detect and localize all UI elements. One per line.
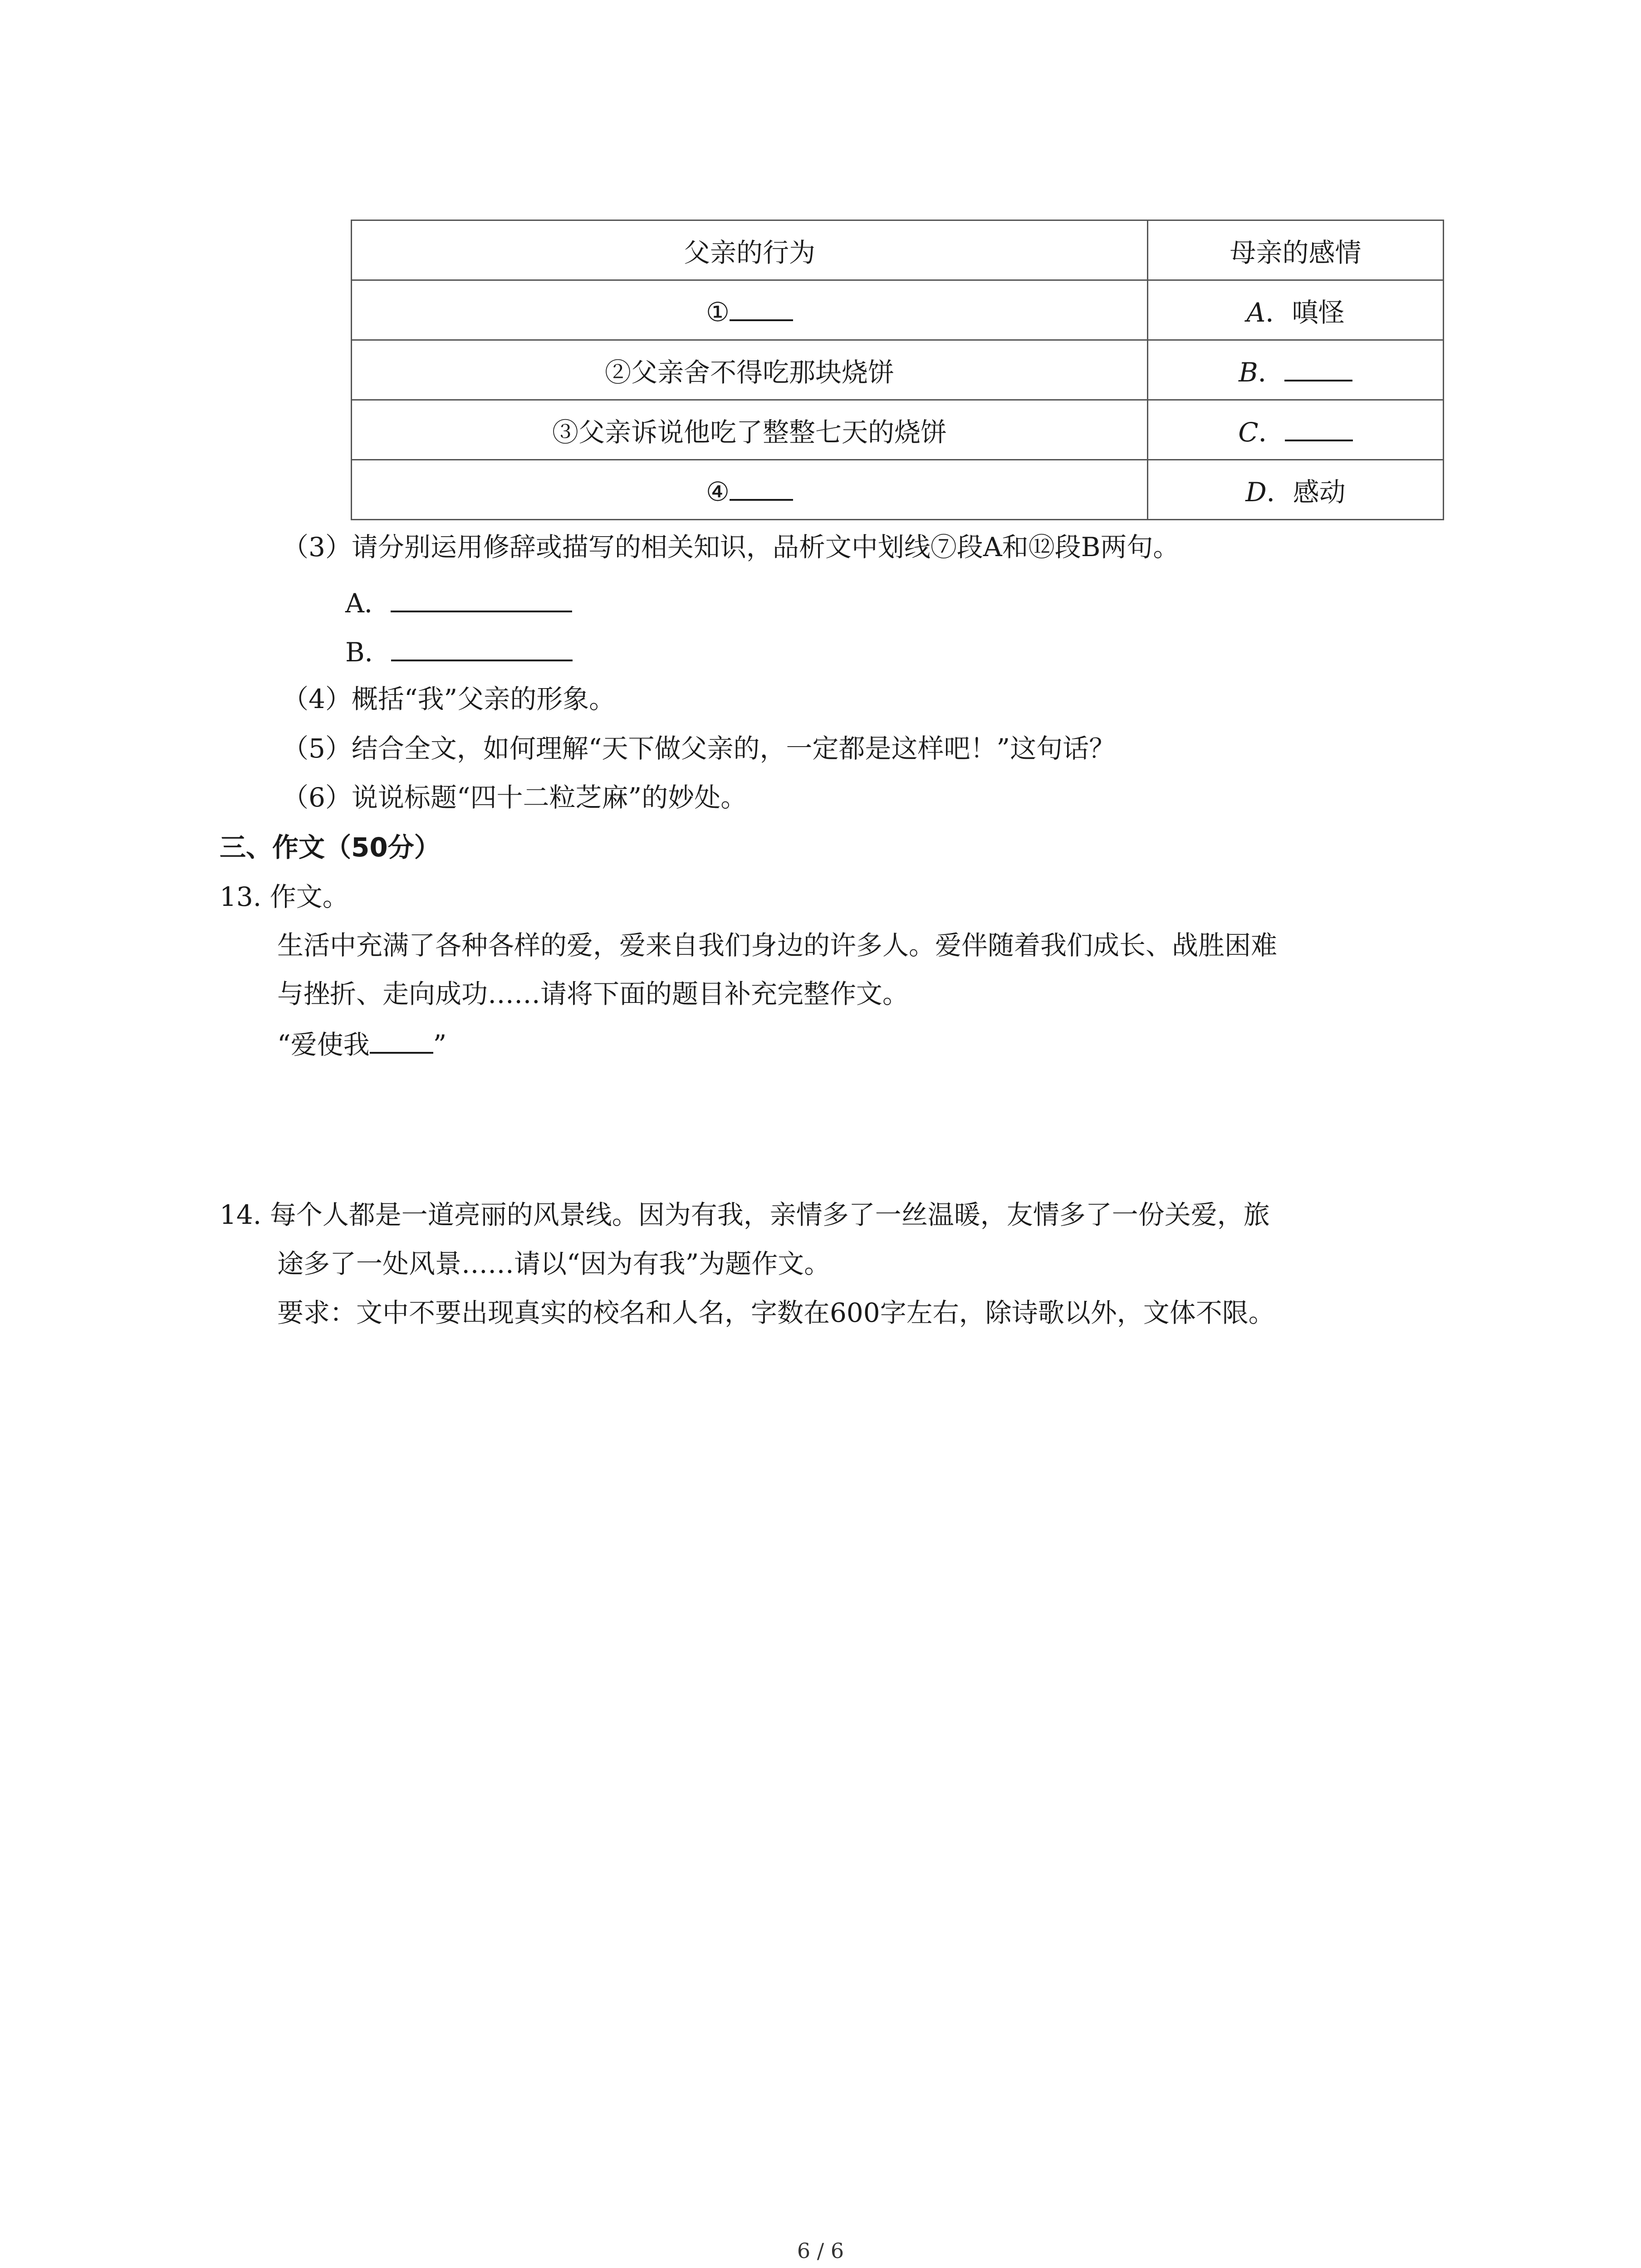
question-4: （4）概括“我”父亲的形象。 [282, 684, 616, 714]
prompt-text: “爱使我 [277, 1029, 370, 1060]
question-14 [220, 1198, 1270, 1232]
table-header-cell: 父亲的行为 [352, 220, 1148, 280]
table-cell [1148, 280, 1444, 340]
question-13-title [220, 880, 349, 914]
question-13-line: 生活中充满了各种各样的爱，爱来自我们身边的许多人。爱伴随着我们成长、战胜困难 [277, 930, 1278, 961]
circled-number: ④ [706, 476, 730, 507]
page-number: 6 / 6 [797, 2239, 844, 2263]
question-text: 每个人都是一道亮丽的风景线。因为有我，亲情多了一丝温暖，友情多了一份关爱，旅 [269, 1199, 1270, 1230]
answer-blank [1284, 353, 1352, 381]
option-dot: ． [1258, 416, 1285, 448]
sub-label-a: A． [345, 588, 391, 619]
table-cell [1148, 340, 1444, 400]
circled-number: ③ [552, 416, 578, 448]
section-heading: 三、作文（50分） [220, 832, 441, 863]
option-letter: D [1245, 476, 1267, 508]
prompt-close: ” [433, 1029, 447, 1060]
cell-text: 父亲诉说他吃了整整七天的烧饼 [578, 416, 947, 448]
question-5: （5）结合全文，如何理解“天下做父亲的，一定都是这样吧！”这句话？ [282, 733, 1116, 764]
option-dot: ． [1266, 476, 1293, 508]
table-row [352, 340, 1444, 400]
table-cell [1148, 460, 1444, 520]
option-dot: ． [1265, 297, 1292, 328]
sub-label-b: B． [345, 637, 391, 668]
answer-blank [730, 293, 793, 321]
answer-blank [391, 584, 572, 612]
table-row [352, 460, 1444, 520]
table-header-cell: 母亲的感情 [1148, 220, 1444, 280]
table-row [352, 400, 1444, 460]
comparison-table [351, 220, 1444, 520]
cell-text: 父亲舍不得吃那块烧饼 [631, 357, 895, 388]
table-cell [352, 340, 1148, 400]
question-3: （3）请分别运用修辞或描写的相关知识，品析文中划线⑦段A和⑫段B两句。 [282, 532, 1180, 562]
table-header-row [352, 220, 1444, 280]
table-cell [352, 280, 1148, 340]
answer-blank [391, 633, 573, 661]
table-cell [352, 460, 1148, 520]
question-14-requirement: 要求：文中不要出现真实的校名和人名，字数在600字左右，除诗歌以外，文体不限。 [277, 1297, 1275, 1328]
table-cell [352, 400, 1148, 460]
question-3-a [345, 584, 572, 621]
option-letter: B [1239, 357, 1258, 388]
option-letter: A [1246, 297, 1266, 328]
question-title: 作文。 [269, 881, 349, 912]
answer-blank [730, 473, 793, 501]
question-6: （6）说说标题“四十二粒芝麻”的妙处。 [282, 782, 747, 813]
question-13-line: 与挫折、走向成功……请将下面的题目补充完整作文。 [277, 978, 909, 1009]
question-3-b [345, 633, 573, 670]
question-14-line: 途多了一处风景……请以“因为有我”为题作文。 [277, 1248, 831, 1279]
option-dot: ． [1258, 357, 1284, 388]
circled-number: ② [604, 357, 631, 388]
cell-text: 感动 [1293, 476, 1346, 508]
question-number: 14. [220, 1199, 262, 1230]
answer-blank [1285, 413, 1353, 441]
essay-prompt [277, 1026, 446, 1062]
table-cell [1148, 400, 1444, 460]
cell-text: 嗔怪 [1292, 297, 1345, 328]
question-number: 13. [220, 881, 262, 912]
table-row [352, 280, 1444, 340]
circled-number: ① [706, 296, 730, 327]
option-letter: C [1238, 416, 1259, 448]
answer-blank [370, 1026, 433, 1054]
